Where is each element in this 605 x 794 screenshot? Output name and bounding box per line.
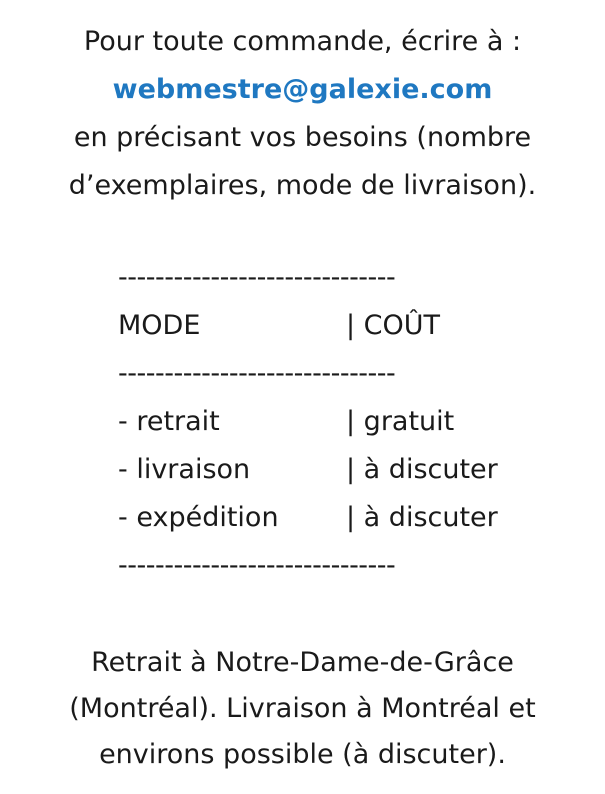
intro-line: d’exemplaires, mode de livraison). <box>68 170 537 201</box>
intro-line: Pour toute commande, écrire à : <box>83 26 522 57</box>
order-instructions <box>0 18 605 210</box>
row-mode: - livraison <box>118 454 251 485</box>
row-mode: - expédition <box>118 502 279 533</box>
outro-line: Retrait à Notre-Dame-de-Grâce <box>91 647 514 678</box>
outro-line: (Montréal). Livraison à Montréal et <box>69 693 536 724</box>
table-row <box>118 446 538 494</box>
table-row <box>118 494 538 542</box>
header-mode: MODE <box>118 310 201 341</box>
row-cost: | gratuit <box>346 406 455 437</box>
table-row <box>118 398 538 446</box>
intro-line: en précisant vos besoins (nombre <box>73 122 532 153</box>
delivery-cost-table <box>118 254 538 590</box>
row-mode: - retrait <box>118 406 220 437</box>
outro-line: environs possible (à discuter). <box>99 739 506 770</box>
table-rule-middle: ------------------------------ <box>118 358 396 389</box>
table-rule-top: ------------------------------ <box>118 262 396 293</box>
row-cost: | à discuter <box>346 454 498 485</box>
email-link[interactable]: webmestre@galexie.com <box>112 74 493 105</box>
header-cost: | COÛT <box>346 310 441 341</box>
table-rule-bottom: ------------------------------ <box>118 550 396 581</box>
pickup-info <box>0 640 605 778</box>
table-header-row <box>118 302 538 350</box>
row-cost: | à discuter <box>346 502 498 533</box>
